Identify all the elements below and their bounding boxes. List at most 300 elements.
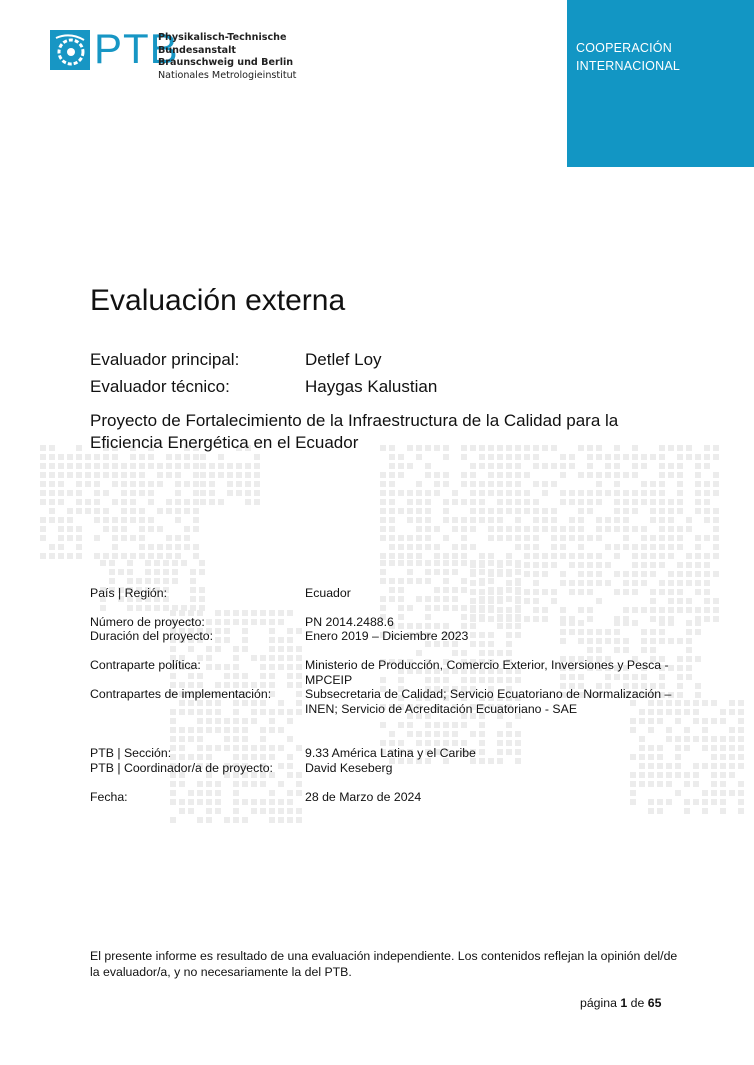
map-dot (398, 544, 404, 550)
map-dot (170, 799, 176, 805)
map-dot (193, 490, 199, 496)
map-dot (245, 481, 251, 487)
map-dot (704, 616, 710, 622)
map-dot (170, 646, 176, 652)
map-dot (103, 472, 109, 478)
map-dot (139, 526, 145, 532)
map-dot (179, 745, 185, 751)
map-dot (76, 472, 82, 478)
map-dot (112, 526, 118, 532)
map-dot (184, 481, 190, 487)
map-dot (67, 508, 73, 514)
coordinador-label: PTB | Coordinador/a de proyecto: (90, 761, 273, 775)
map-dot (578, 490, 584, 496)
contrapartes-implementacion-label: Contrapartes de implementación: (90, 687, 272, 701)
map-dot (470, 526, 476, 532)
seccion-value: 9.33 América Latina y el Caribe (305, 746, 476, 760)
map-dot (425, 508, 431, 514)
map-dot (121, 463, 127, 469)
map-dot (695, 472, 701, 478)
map-dot (720, 709, 726, 715)
map-dot (648, 727, 654, 733)
map-dot (650, 508, 656, 514)
map-dot (389, 517, 395, 523)
map-dot (650, 607, 656, 613)
map-dot (121, 508, 127, 514)
map-dot (668, 535, 674, 541)
map-dot (416, 731, 422, 737)
map-dot (470, 508, 476, 514)
map-dot (443, 605, 449, 611)
map-dot (587, 571, 593, 577)
map-dot (278, 646, 284, 652)
map-dot (704, 598, 710, 604)
map-dot (218, 472, 224, 478)
map-dot (416, 508, 422, 514)
map-dot (179, 709, 185, 715)
map-dot (497, 481, 503, 487)
map-dot (40, 454, 46, 460)
map-dot (260, 610, 266, 616)
map-dot (659, 508, 665, 514)
map-dot (641, 562, 647, 568)
map-dot (67, 463, 73, 469)
evaluator-principal-label: Evaluador principal: (90, 350, 240, 369)
map-dot (677, 692, 683, 698)
map-dot (738, 763, 744, 769)
map-dot (632, 472, 638, 478)
map-dot (452, 490, 458, 496)
contraparte-politica-label: Contraparte política: (90, 658, 201, 672)
map-dot (614, 490, 620, 496)
map-dot (729, 700, 735, 706)
map-dot (224, 745, 230, 751)
map-dot (416, 490, 422, 496)
map-dot (85, 481, 91, 487)
map-dot (641, 481, 647, 487)
map-dot (40, 481, 46, 487)
map-dot (506, 472, 512, 478)
map-dot (497, 535, 503, 541)
map-dot (416, 578, 422, 584)
map-dot (136, 605, 142, 611)
map-dot (76, 445, 82, 451)
map-dot (686, 607, 692, 613)
map-dot (278, 808, 284, 814)
map-dot (659, 607, 665, 613)
map-dot (184, 508, 190, 514)
map-dot (461, 526, 467, 532)
map-dot (398, 463, 404, 469)
map-dot (163, 578, 169, 584)
badge-line-1: COOPERACIÓN (576, 41, 672, 55)
map-dot (713, 526, 719, 532)
map-dot (738, 736, 744, 742)
map-dot (233, 736, 239, 742)
map-dot (224, 736, 230, 742)
map-dot (224, 664, 230, 670)
map-dot (560, 499, 566, 505)
map-dot (533, 517, 539, 523)
map-dot (40, 445, 46, 451)
map-dot (242, 610, 248, 616)
map-dot (659, 472, 665, 478)
ptb-logo-letters: PTB (94, 25, 179, 72)
map-dot (596, 647, 602, 653)
map-dot (407, 569, 413, 575)
map-dot (170, 736, 176, 742)
map-dot (296, 808, 302, 814)
map-dot (40, 499, 46, 505)
map-dot (605, 562, 611, 568)
ptb-emblem-icon (50, 30, 90, 70)
map-dot (479, 517, 485, 523)
map-dot (677, 562, 683, 568)
map-dot (287, 790, 293, 796)
map-dot (398, 454, 404, 460)
map-dot (677, 526, 683, 532)
map-dot (650, 553, 656, 559)
map-dot (380, 560, 386, 566)
map-dot (488, 463, 494, 469)
map-dot (112, 454, 118, 460)
map-dot (224, 718, 230, 724)
map-dot (94, 481, 100, 487)
map-dot (121, 472, 127, 478)
map-dot (112, 517, 118, 523)
map-dot (711, 718, 717, 724)
map-dot (614, 508, 620, 514)
map-dot (130, 454, 136, 460)
logo-line-3: Nationales Metrologieinstitut (158, 69, 297, 81)
map-dot (242, 637, 248, 643)
map-dot (76, 553, 82, 559)
map-dot (641, 499, 647, 505)
map-dot (407, 605, 413, 611)
map-dot (686, 665, 692, 671)
map-dot (254, 481, 260, 487)
map-dot (720, 718, 726, 724)
map-dot (215, 610, 221, 616)
map-dot (407, 463, 413, 469)
map-dot (157, 508, 163, 514)
map-dot (443, 535, 449, 541)
map-dot (515, 607, 521, 613)
map-dot (684, 727, 690, 733)
map-dot (49, 517, 55, 523)
map-dot (587, 499, 593, 505)
map-dot (668, 544, 674, 550)
map-dot (677, 638, 683, 644)
map-dot (148, 544, 154, 550)
map-dot (668, 526, 674, 532)
map-dot (197, 754, 203, 760)
map-dot (85, 472, 91, 478)
map-dot (206, 799, 212, 805)
map-dot (193, 544, 199, 550)
map-dot (650, 517, 656, 523)
map-dot (488, 650, 494, 656)
map-dot (139, 463, 145, 469)
map-dot (729, 790, 735, 796)
map-dot (100, 605, 106, 611)
map-dot (711, 745, 717, 751)
map-dot (578, 535, 584, 541)
map-dot (578, 526, 584, 532)
map-dot (380, 553, 386, 559)
map-dot (443, 553, 449, 559)
map-dot (569, 490, 575, 496)
map-dot (659, 526, 665, 532)
map-dot (389, 578, 395, 584)
map-dot (596, 499, 602, 505)
map-dot (729, 709, 735, 715)
map-dot (506, 454, 512, 460)
map-dot (40, 535, 46, 541)
map-dot (695, 656, 701, 662)
page-current: 1 (620, 996, 628, 1010)
map-dot (632, 526, 638, 532)
map-dot (148, 481, 154, 487)
map-dot (711, 754, 717, 760)
map-dot (713, 598, 719, 604)
map-dot (112, 463, 118, 469)
map-dot (296, 691, 302, 697)
map-dot (704, 490, 710, 496)
contrapartes-implementacion-value: Subsecretaria de Calidad; Servicio Ecuatoriano de Normalización – INEN; Servicio de Acreditación Ecuatoriano - SAE (305, 687, 672, 716)
map-dot (172, 569, 178, 575)
map-dot (686, 445, 692, 451)
map-dot (551, 544, 557, 550)
map-dot (533, 535, 539, 541)
map-dot (157, 544, 163, 550)
map-dot (416, 553, 422, 559)
map-dot (389, 499, 395, 505)
map-dot (542, 490, 548, 496)
map-dot (704, 445, 710, 451)
ptb-logo-text (158, 32, 340, 82)
map-dot (605, 517, 611, 523)
map-dot (215, 637, 221, 643)
map-dot (157, 526, 163, 532)
map-dot (389, 560, 395, 566)
map-dot (623, 607, 629, 613)
map-dot (398, 553, 404, 559)
map-dot (287, 799, 293, 805)
map-dot (578, 553, 584, 559)
map-dot (215, 781, 221, 787)
map-dot (542, 571, 548, 577)
map-dot (269, 637, 275, 643)
map-dot (251, 754, 257, 760)
map-dot (425, 535, 431, 541)
map-dot (515, 508, 521, 514)
map-dot (380, 722, 386, 728)
logo-line-2: Braunschweig und Berlin (158, 57, 294, 68)
map-dot (94, 517, 100, 523)
map-dot (686, 580, 692, 586)
map-dot (569, 526, 575, 532)
map-dot (260, 754, 266, 760)
map-dot (632, 463, 638, 469)
map-dot (287, 655, 293, 661)
map-dot (677, 665, 683, 671)
map-dot (172, 560, 178, 566)
map-dot (623, 544, 629, 550)
map-dot (296, 781, 302, 787)
map-dot (287, 808, 293, 814)
map-dot (677, 571, 683, 577)
map-dot (184, 499, 190, 505)
map-dot (278, 700, 284, 706)
map-dot (148, 553, 154, 559)
map-dot (614, 499, 620, 505)
evaluator-tecnico-value: Haygas Kalustian (305, 377, 438, 396)
map-dot (587, 562, 593, 568)
map-dot (49, 553, 55, 559)
map-dot (632, 490, 638, 496)
map-dot (49, 445, 55, 451)
map-dot (578, 499, 584, 505)
map-dot (224, 817, 230, 823)
map-dot (251, 745, 257, 751)
map-dot (139, 481, 145, 487)
map-dot (704, 463, 710, 469)
map-dot (269, 610, 275, 616)
map-dot (542, 463, 548, 469)
map-dot (596, 454, 602, 460)
map-dot (197, 799, 203, 805)
map-dot (49, 472, 55, 478)
map-dot (260, 655, 266, 661)
map-dot (704, 589, 710, 595)
map-dot (416, 650, 422, 656)
map-dot (729, 745, 735, 751)
map-dot (720, 763, 726, 769)
map-dot (94, 535, 100, 541)
duracion-label: Duración del proyecto: (90, 629, 214, 643)
map-dot (596, 562, 602, 568)
map-dot (193, 472, 199, 478)
map-dot (614, 517, 620, 523)
map-dot (188, 808, 194, 814)
map-dot (233, 610, 239, 616)
map-dot (236, 463, 242, 469)
map-dot (407, 553, 413, 559)
map-dot (461, 560, 467, 566)
map-dot (569, 517, 575, 523)
map-dot (121, 517, 127, 523)
map-dot (434, 569, 440, 575)
map-dot (398, 605, 404, 611)
page-title: Evaluación externa (90, 284, 346, 317)
map-dot (533, 553, 539, 559)
map-dot (260, 745, 266, 751)
map-dot (587, 553, 593, 559)
map-dot (639, 718, 645, 724)
page-total: 65 (647, 996, 662, 1010)
map-dot (695, 490, 701, 496)
map-dot (668, 508, 674, 514)
map-dot (139, 517, 145, 523)
map-dot (605, 544, 611, 550)
map-dot (605, 526, 611, 532)
map-dot (58, 481, 64, 487)
map-dot (103, 517, 109, 523)
map-dot (175, 544, 181, 550)
map-dot (175, 463, 181, 469)
map-dot (713, 616, 719, 622)
map-dot (711, 790, 717, 796)
map-dot (623, 571, 629, 577)
map-dot (287, 718, 293, 724)
map-dot (215, 745, 221, 751)
map-dot (497, 454, 503, 460)
map-dot (233, 718, 239, 724)
map-dot (58, 553, 64, 559)
map-dot (695, 562, 701, 568)
map-dot (197, 709, 203, 715)
map-dot (112, 499, 118, 505)
map-dot (215, 664, 221, 670)
map-dot (470, 517, 476, 523)
map-dot (641, 607, 647, 613)
map-dot (118, 569, 124, 575)
map-dot (650, 535, 656, 541)
map-dot (461, 605, 467, 611)
map-dot (578, 562, 584, 568)
map-dot (193, 463, 199, 469)
map-dot (623, 472, 629, 478)
map-dot (233, 817, 239, 823)
map-dot (434, 472, 440, 478)
map-dot (278, 610, 284, 616)
map-dot (614, 472, 620, 478)
map-dot (251, 799, 257, 805)
map-dot (443, 722, 449, 728)
map-dot (49, 481, 55, 487)
map-dot (524, 454, 530, 460)
map-dot (278, 817, 284, 823)
map-dot (684, 709, 690, 715)
map-dot (497, 499, 503, 505)
map-dot (269, 817, 275, 823)
map-dot (76, 508, 82, 514)
map-dot (197, 745, 203, 751)
map-dot (695, 683, 701, 689)
map-dot (551, 517, 557, 523)
map-dot (479, 508, 485, 514)
map-dot (278, 781, 284, 787)
map-dot (139, 553, 145, 559)
map-dot (94, 472, 100, 478)
map-dot (497, 508, 503, 514)
map-dot (695, 544, 701, 550)
map-dot (76, 490, 82, 496)
map-dot (675, 718, 681, 724)
map-dot (659, 490, 665, 496)
map-dot (479, 481, 485, 487)
map-dot (506, 526, 512, 532)
map-dot (398, 535, 404, 541)
map-dot (67, 535, 73, 541)
map-dot (677, 508, 683, 514)
map-dot (515, 562, 521, 568)
map-dot (630, 718, 636, 724)
map-dot (702, 700, 708, 706)
map-dot (197, 736, 203, 742)
map-dot (488, 517, 494, 523)
